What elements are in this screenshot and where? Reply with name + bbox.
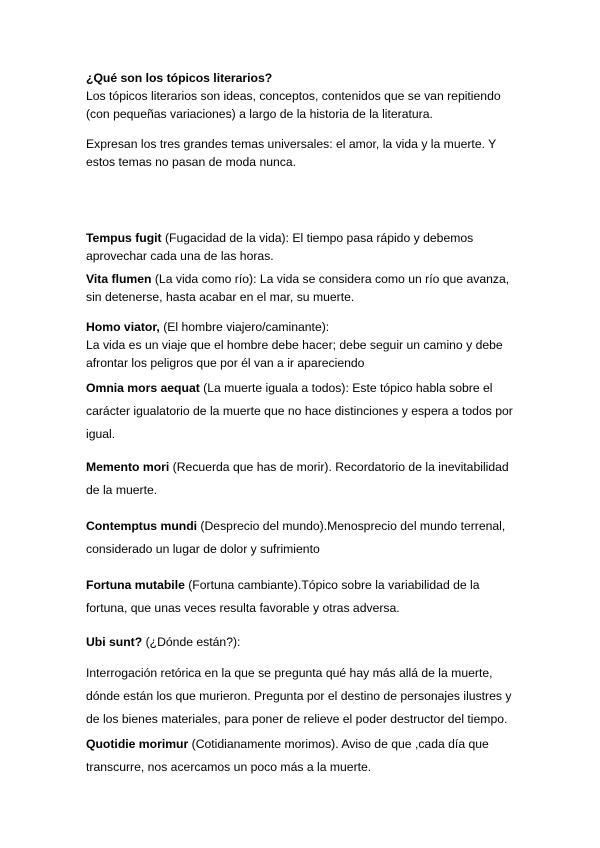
- intro-line: (con pequeñas variaciones) a largo de la historia de la literatura.: [86, 107, 433, 121]
- topic-term: Omnia mors aequat: [86, 381, 200, 395]
- topic-text: Interrogación retórica en la que se pregunta qué hay más allá de la muerte,: [86, 666, 493, 680]
- intro-paragraph-2: [86, 135, 526, 171]
- topic-text: (Desprecio del mundo).Menosprecio del mundo terrenal,: [197, 519, 506, 533]
- topic-term: Ubi sunt?: [86, 635, 143, 649]
- topic-text: considerado un lugar de dolor y sufrimiento: [86, 542, 320, 556]
- topic-term: Contemptus mundi: [86, 519, 198, 533]
- topic-text: (La muerte iguala a todos): Este tópico habla sobre el: [199, 381, 493, 395]
- topic-term: Homo viator,: [86, 320, 160, 334]
- topic-tempus-fugit: [86, 229, 526, 265]
- intro-question: ¿Qué son los tópicos literarios?: [86, 71, 273, 85]
- topic-quotidie-morimur: [86, 733, 526, 779]
- topic-term: Vita flumen: [86, 272, 152, 286]
- topic-text: (La vida como río): La vida se considera como un río que avanza,: [151, 272, 510, 286]
- topic-ubi-sunt: [86, 633, 526, 651]
- topic-homo-viator: [86, 318, 526, 372]
- topic-vita-flumen: [86, 270, 526, 306]
- topic-text: (El hombre viajero/caminante):: [159, 320, 330, 334]
- topic-text: igual.: [86, 427, 116, 441]
- topic-text: (Fortuna cambiante).Tópico sobre la variabilidad de la: [184, 578, 480, 592]
- topic-text: de la muerte.: [86, 483, 158, 497]
- topic-text: dónde están los que murieron. Pregunta por el destino de personajes ilustres y: [86, 689, 512, 703]
- topic-fortuna-mutabile: [86, 574, 526, 620]
- topic-text: transcurre, nos acercamos un poco más a la muerte.: [86, 760, 372, 774]
- topic-text: carácter igualatorio de la muerte que no hace distinciones y espera a todos por: [86, 404, 513, 418]
- intro-line: estos temas no pasan de moda nunca.: [86, 155, 297, 169]
- topic-term: Memento mori: [86, 460, 170, 474]
- topic-memento-mori: [86, 456, 526, 502]
- topic-text: fortuna, que unas veces resulta favorable y otras adversa.: [86, 601, 400, 615]
- topic-text: afrontar los peligros que por él van a ir apareciendo: [86, 356, 365, 370]
- topic-text: (Cotidianamente morimos). Aviso de que ,cada día que: [188, 737, 489, 751]
- topic-contemptus-mundi: [86, 515, 526, 561]
- topic-text: (Fugacidad de la vida): El tiempo pasa rápido y debemos: [161, 231, 474, 245]
- topic-term: Quotidie morimur: [86, 737, 189, 751]
- topic-text: (Recuerda que has de morir). Recordatorio de la inevitabilidad: [169, 460, 509, 474]
- intro-section: [86, 69, 526, 123]
- topic-text: sin detenerse, hasta acabar en el mar, su muerte.: [86, 290, 355, 304]
- topic-text: de los bienes materiales, para poner de relieve el poder destructor del tiempo.: [86, 712, 508, 726]
- topic-text: (¿Dónde están?):: [142, 635, 241, 649]
- topic-omnia-mors-aequat: [86, 377, 526, 446]
- intro-line: Expresan los tres grandes temas universales: el amor, la vida y la muerte. Y: [86, 137, 497, 151]
- topic-term: Fortuna mutabile: [86, 578, 185, 592]
- intro-line: Los tópicos literarios son ideas, conceptos, contenidos que se van repitiendo: [86, 89, 501, 103]
- topic-text: La vida es un viaje que el hombre debe hacer; debe seguir un camino y debe: [86, 338, 503, 352]
- topic-text: aprovechar cada una de las horas.: [86, 249, 274, 263]
- topic-term: Tempus fugit: [86, 231, 162, 245]
- topic-ubi-sunt-paragraph: [86, 662, 526, 731]
